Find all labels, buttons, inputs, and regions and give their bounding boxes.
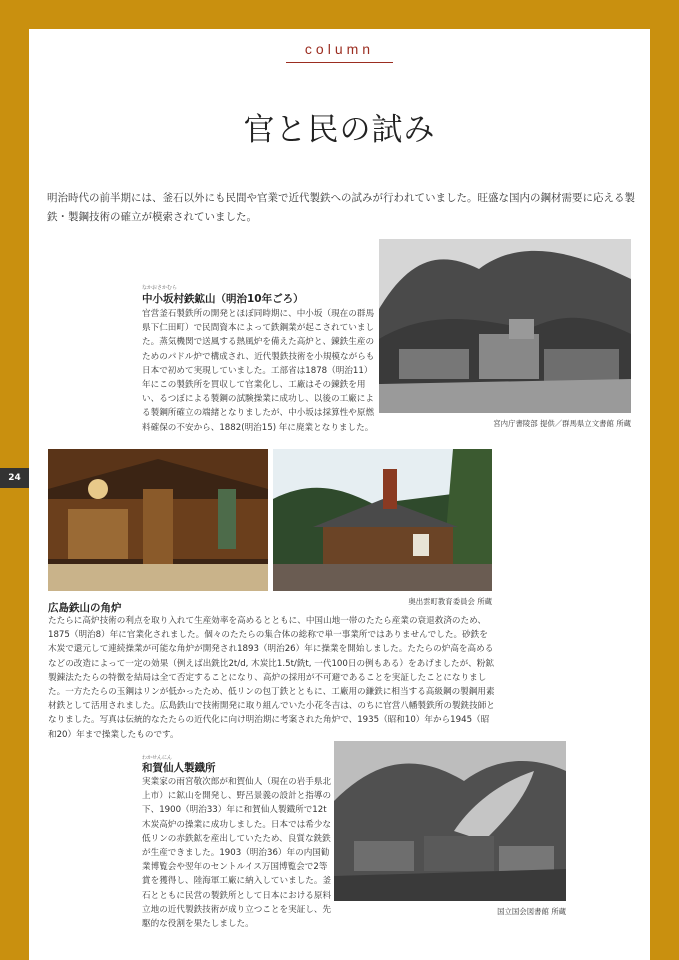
section-body: 実業家の雨宮敬次郎が和賀仙人（現在の岩手県北上市）に鉱山を開発し、野呂景義の設計と指導の下、1900（明治33）年に和賀仙人製鐡所で12t木炭高炉の操業に成功しました。日本では希少な低リンの赤鉄鉱を産出していたため、良質な銑鉄が生産できました。1903（明治36）年の内国勧業博覧会や翌年のセントルイス万国博覧会で2等賞を獲得し、陸海軍工廠に納入していました。釜石とともに民営の製鉄所として日本における原料立地の近代製鉄技術が成り立つことを実証し、先駆的な役割を果たしました。 xyxy=(142,777,332,930)
photo-waga-sennin-ironworks xyxy=(334,741,566,901)
page-number: 24 xyxy=(0,468,29,488)
column-underline xyxy=(286,62,393,63)
photo-caption: 国立国会図書館 所蔵 xyxy=(497,907,566,916)
page-sheet xyxy=(29,29,650,960)
section-title: 和賀仙人製鐡所 xyxy=(142,762,216,774)
photo-kakuro-building xyxy=(273,449,492,591)
intro-paragraph: 明治時代の前半期には、釜石以外にも民間や官業で近代製鉄への試みが行われていました。旺盛な国内の鋼材需要に応える製鉄・製鋼技術の確立が模索されていました。 xyxy=(47,192,635,223)
section-body: たたらに高炉技術の利点を取り入れて生産効率を高めるとともに、中国山地一帯のたたら産業の衰退救済のため、1875（明治8）年に官業化されました。個々のたたらの集合体の総称で単一事業所ではありませんでした。砂鉄を木炭で還元して連続操業が可能な角炉が開発され1893（明治26）年に操業を開始しました。たたらの炉高を高めるなどの改造によって一定の効果（例えば出銑比2t/d, 木炭比1.5t/銑t, 一代100日の例もある）をあげましたが、粉鉱製錬法たたらの特徴を結局は全て否定することになり、高炉の採用が不可避であることを実証したことになりました。一方たたらの玉鋼はリンが低かったため、低リンの包丁鉄とともに、工廠用の鎌鉄に相当する高級鋼の製鋼用素材鉄として活用されました。広島鉄山で技術開発に取り組んでいた小花冬吉は、のちに官営八幡製鉄所の製銑技師となりました。写真は伝統的なたたらの近代化に向け明治期に考案された角炉で、1935（昭和10）年から1945（昭和20）年まで操業したものです。 xyxy=(48,616,495,740)
photo-nakaosaka-ironworks xyxy=(379,239,631,413)
section-body: 官営釜石製鉄所の開発とほぼ同時期に、中小坂（現在の群馬県下仁田町）で民間資本によって鉄鋼業が起こされていました。蒸気機関で送風する熱風炉を備えた高炉と、錬鉄生産のためのパドル炉で構成され、近代製鉄技術を小規模ながらも日本で初めて実現していました。工部省は1878（明治11）年にこの製鉄所を買収して官業化し、工廠はその錬鉄を用い、るつぼによる製鋼の試験操業に成功し、以後の工廠による製鋼所確立の端緒となりましたが、中小坂は採算性や原燃料確保の不安から、1882(明治15) 年に廃業となりました。 xyxy=(142,309,375,433)
column-label: column xyxy=(304,41,375,57)
photo-caption: 宮内庁書陵部 提供／群馬県立文書館 所蔵 xyxy=(493,419,631,428)
section-ruby: わかせんにん xyxy=(142,755,173,761)
section-title: 中小坂村鉄鉱山（明治10年ごろ） xyxy=(142,293,304,305)
photo-kakuro-interior xyxy=(48,449,268,591)
page-title: 官と民の試み xyxy=(243,112,436,148)
section-ruby: なかおさかむら xyxy=(142,285,178,291)
photo-caption: 奥出雲町教育委員会 所蔵 xyxy=(408,597,492,606)
section-title: 広島鉄山の角炉 xyxy=(48,602,122,614)
